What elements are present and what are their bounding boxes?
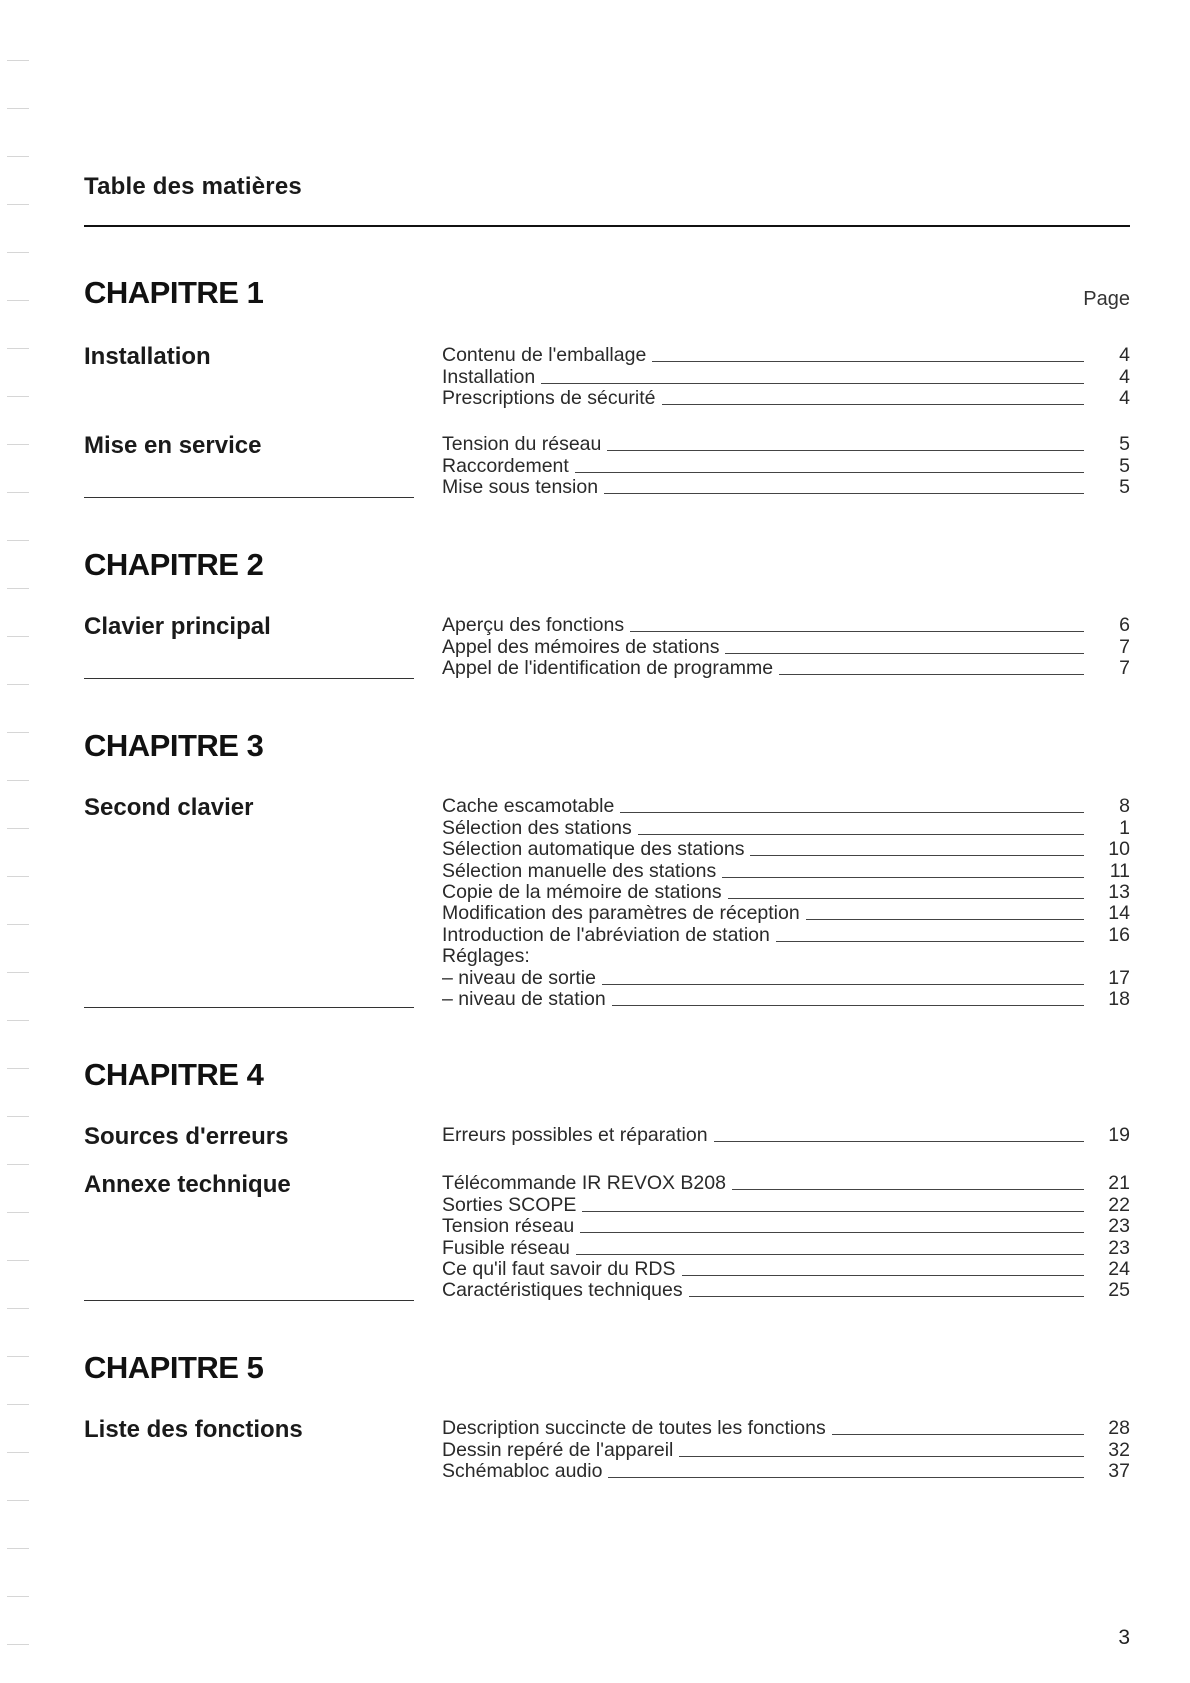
- toc-list-installation: [442, 345, 1130, 409]
- toc-entry[interactable]: Modification des paramètres de réception 14: [442, 902, 1130, 925]
- toc-entry[interactable]: – niveau de sortie 17: [442, 966, 1130, 989]
- section-title-sources-erreurs: Sources d'erreurs: [84, 1123, 289, 1150]
- chapter-3-heading: CHAPITRE 3: [84, 728, 264, 763]
- toc-entry[interactable]: – niveau de station 18: [442, 987, 1130, 1010]
- toc-entry[interactable]: Appel de l'identification de programme 7: [442, 657, 1130, 680]
- title-rule: [84, 225, 1130, 227]
- toc-entry[interactable]: Ce qu'il faut savoir du RDS 24: [442, 1257, 1130, 1280]
- section-title-clavier-principal: Clavier principal: [84, 613, 271, 640]
- toc-list-liste-fonctions: [442, 1418, 1130, 1482]
- page-column-label: Page: [1083, 288, 1130, 310]
- toc-list-second-clavier: [442, 796, 1130, 1010]
- toc-list-sources-erreurs: [442, 1125, 1130, 1146]
- toc-entry[interactable]: Appel des mémoires de stations 7: [442, 635, 1130, 658]
- toc-entry[interactable]: Copie de la mémoire de stations 13: [442, 880, 1130, 903]
- toc-entry[interactable]: Description succincte de toutes les fonctions 28: [442, 1417, 1130, 1440]
- toc-entry[interactable]: Caractéristiques techniques 25: [442, 1279, 1130, 1302]
- chapter-2-heading: CHAPITRE 2: [84, 547, 264, 582]
- toc-entry[interactable]: Cache escamotable 8: [442, 795, 1130, 818]
- toc-entry[interactable]: Télécommande IR REVOX B208 21: [442, 1172, 1130, 1195]
- chapter-5-heading: CHAPITRE 5: [84, 1350, 264, 1385]
- toc-entry[interactable]: Sorties SCOPE 22: [442, 1193, 1130, 1216]
- toc-entry[interactable]: Contenu de l'emballage 4: [442, 344, 1130, 367]
- toc-entry[interactable]: Fusible réseau 23: [442, 1236, 1130, 1259]
- section-title-liste-fonctions: Liste des fonctions: [84, 1416, 303, 1443]
- toc-list-annexe-technique: [442, 1173, 1130, 1301]
- section-title-annexe-technique: Annexe technique: [84, 1171, 291, 1198]
- page-title: Table des matières: [84, 173, 302, 200]
- section-divider: [84, 497, 414, 498]
- section-title-second-clavier: Second clavier: [84, 794, 254, 821]
- toc-entry[interactable]: Tension du réseau 5: [442, 433, 1130, 456]
- toc-entry[interactable]: Introduction de l'abréviation de station 16: [442, 923, 1130, 946]
- toc-entry[interactable]: Tension réseau 23: [442, 1215, 1130, 1238]
- toc-entry[interactable]: Installation 4: [442, 365, 1130, 388]
- toc-entry[interactable]: Prescriptions de sécurité 4: [442, 387, 1130, 410]
- toc-list-clavier-principal: [442, 615, 1130, 679]
- chapter-1-heading: CHAPITRE 1: [84, 275, 264, 310]
- section-title-mise-en-service: Mise en service: [84, 432, 262, 459]
- chapter-4-heading: CHAPITRE 4: [84, 1057, 264, 1092]
- toc-entry[interactable]: Sélection des stations 1: [442, 816, 1130, 839]
- toc-list-mise-en-service: [442, 434, 1130, 498]
- toc-entry[interactable]: Aperçu des fonctions 6: [442, 614, 1130, 637]
- toc-entry[interactable]: Sélection manuelle des stations 11: [442, 859, 1130, 882]
- section-title-installation: Installation: [84, 343, 211, 370]
- binding-margin-marks: [7, 60, 29, 1660]
- section-divider: [84, 678, 414, 679]
- toc-subheading-reglages: Réglages:: [442, 945, 530, 968]
- toc-entry[interactable]: Raccordement 5: [442, 454, 1130, 477]
- toc-entry[interactable]: Schémabloc audio 37: [442, 1460, 1130, 1483]
- section-divider: [84, 1007, 414, 1008]
- toc-entry[interactable]: Dessin repéré de l'appareil 32: [442, 1438, 1130, 1461]
- page-number: 3: [1118, 1626, 1130, 1649]
- toc-entry[interactable]: Erreurs possibles et réparation 19: [442, 1124, 1130, 1147]
- toc-entry[interactable]: Mise sous tension 5: [442, 476, 1130, 499]
- toc-entry[interactable]: Sélection automatique des stations 10: [442, 838, 1130, 861]
- section-divider: [84, 1300, 414, 1301]
